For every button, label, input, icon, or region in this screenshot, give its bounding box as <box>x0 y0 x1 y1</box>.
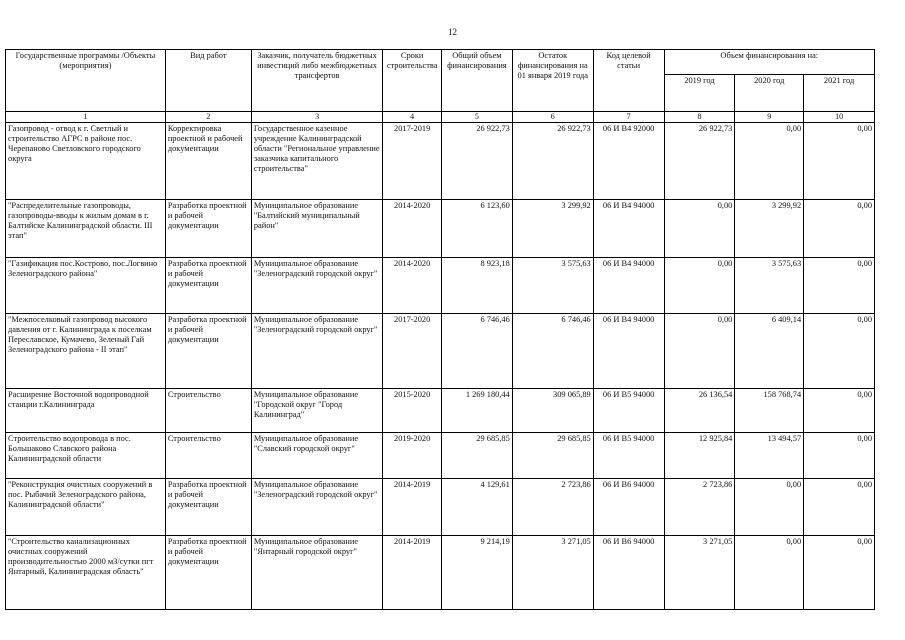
table-row <box>6 432 875 478</box>
header-2021: 2021 год <box>804 75 875 112</box>
cell-2021: 0,00 <box>804 257 875 313</box>
column-number: 6 <box>512 112 593 123</box>
table-row <box>6 388 875 432</box>
cell-total: 29 685,85 <box>441 432 512 478</box>
cell-customer: Муниципальное образование "Зеленоградский городской округ" <box>251 478 383 535</box>
column-number: 5 <box>441 112 512 123</box>
table-row <box>6 122 875 199</box>
cell-code: 06 И В5 94000 <box>593 388 664 432</box>
cell-code: 06 И В4 94000 <box>593 199 664 257</box>
column-number: 4 <box>383 112 442 123</box>
cell-remainder: 3 271,05 <box>512 535 593 609</box>
cell-total: 6 123,60 <box>441 199 512 257</box>
cell-code: 06 И В4 94000 <box>593 257 664 313</box>
cell-2019: 0,00 <box>664 313 735 388</box>
cell-customer: Муниципальное образование "Зеленоградский городской округ" <box>251 313 383 388</box>
header-code: Код целевой статьи <box>593 50 664 112</box>
column-number: 10 <box>804 112 875 123</box>
cell-work-type: Строительство <box>165 432 251 478</box>
table-row <box>6 535 875 609</box>
cell-2020: 13 494,57 <box>735 432 804 478</box>
cell-2019: 12 925,84 <box>664 432 735 478</box>
column-number: 9 <box>735 112 804 123</box>
header-work-type: Вид работ <box>165 50 251 112</box>
header-customer: Заказчик, получатель бюджетных инвестиций либо межбюджетных трансфертов <box>251 50 383 112</box>
cell-total: 8 923,18 <box>441 257 512 313</box>
cell-2019: 0,00 <box>664 199 735 257</box>
cell-program: Строительство водопровода в пос. Большаково Славского района Калининградской области <box>6 432 166 478</box>
header-2020: 2020 год <box>735 75 804 112</box>
cell-customer: Государственное казенное учреждение Калининградской области "Региональное управление заказчика капитального строительства" <box>251 122 383 199</box>
cell-2020: 0,00 <box>735 535 804 609</box>
cell-customer: Муниципальное образование "Балтийский муниципальный район" <box>251 199 383 257</box>
cell-2020: 0,00 <box>735 122 804 199</box>
cell-code: 06 И В6 94000 <box>593 478 664 535</box>
cell-remainder: 309 065,89 <box>512 388 593 432</box>
cell-term: 2014-2020 <box>383 257 442 313</box>
cell-work-type: Разработка проектной и рабочей документации <box>165 478 251 535</box>
cell-customer: Муниципальное образование "Янтарный городской округ" <box>251 535 383 609</box>
cell-2021: 0,00 <box>804 432 875 478</box>
cell-2020: 0,00 <box>735 478 804 535</box>
cell-term: 2014-2019 <box>383 478 442 535</box>
cell-code: 06 И В4 92000 <box>593 122 664 199</box>
cell-2020: 3 575,63 <box>735 257 804 313</box>
cell-2019: 0,00 <box>664 257 735 313</box>
cell-work-type: Разработка проектной и рабочей документации <box>165 313 251 388</box>
table-row <box>6 313 875 388</box>
header-program: Государственные программы /Объекты (мероприятия) <box>6 50 166 112</box>
cell-program: "Строительство канализационных очистных сооружений производительностью 2000 м3/сутки пгт Янтарный, Калининградская область" <box>6 535 166 609</box>
column-number: 8 <box>664 112 735 123</box>
cell-work-type: Корректировка проектной и рабочей документации <box>165 122 251 199</box>
cell-2020: 158 768,74 <box>735 388 804 432</box>
cell-total: 9 214,19 <box>441 535 512 609</box>
header-total: Общий объем финансирования <box>441 50 512 112</box>
cell-program: "Межпоселковый газопровод высокого давления от г. Калининграда к поселкам Переславское, Кумачево, Зеленый Гай Зеленоградского района - II этап" <box>6 313 166 388</box>
cell-2019: 3 271,05 <box>664 535 735 609</box>
table-row <box>6 199 875 257</box>
column-number: 1 <box>6 112 166 123</box>
cell-customer: Муниципальное образование "Славский городской округ" <box>251 432 383 478</box>
cell-2021: 0,00 <box>804 388 875 432</box>
header-funding: Объем финансирования на: <box>664 50 874 75</box>
cell-remainder: 6 746,46 <box>512 313 593 388</box>
header-2019: 2019 год <box>664 75 735 112</box>
cell-term: 2014-2020 <box>383 199 442 257</box>
cell-remainder: 26 922,73 <box>512 122 593 199</box>
cell-2021: 0,00 <box>804 478 875 535</box>
cell-total: 1 269 180,44 <box>441 388 512 432</box>
cell-remainder: 3 575,63 <box>512 257 593 313</box>
column-number-row <box>6 112 875 123</box>
cell-customer: Муниципальное образование "Зеленоградский городской округ" <box>251 257 383 313</box>
cell-2021: 0,00 <box>804 199 875 257</box>
table-row <box>6 257 875 313</box>
column-number: 3 <box>251 112 383 123</box>
cell-2019: 26 922,73 <box>664 122 735 199</box>
cell-2019: 2 723,86 <box>664 478 735 535</box>
cell-term: 2015-2020 <box>383 388 442 432</box>
cell-2019: 26 136,54 <box>664 388 735 432</box>
column-number: 2 <box>165 112 251 123</box>
page-number: 12 <box>448 27 457 37</box>
cell-total: 6 746,46 <box>441 313 512 388</box>
header-term: Сроки строительства <box>383 50 442 112</box>
financing-table <box>5 49 875 610</box>
cell-term: 2014-2019 <box>383 535 442 609</box>
cell-2020: 3 299,92 <box>735 199 804 257</box>
cell-work-type: Разработка проектной и рабочей документации <box>165 535 251 609</box>
cell-remainder: 2 723,86 <box>512 478 593 535</box>
cell-remainder: 29 685,85 <box>512 432 593 478</box>
column-number: 7 <box>593 112 664 123</box>
table-row <box>6 478 875 535</box>
cell-customer: Муниципальное образование "Городской округ "Город Калининград" <box>251 388 383 432</box>
cell-term: 2017-2019 <box>383 122 442 199</box>
cell-work-type: Строительство <box>165 388 251 432</box>
cell-code: 06 И В4 94000 <box>593 313 664 388</box>
cell-2020: 6 409,14 <box>735 313 804 388</box>
cell-term: 2019-2020 <box>383 432 442 478</box>
cell-program: "Распределительные газопроводы, газопроводы-вводы к жилым домам в г. Балтийске Калининградской области. III этап" <box>6 199 166 257</box>
cell-2021: 0,00 <box>804 535 875 609</box>
cell-total: 4 129,61 <box>441 478 512 535</box>
cell-work-type: Разработка проектной и рабочей документации <box>165 199 251 257</box>
header-remainder: Остаток финансирования на 01 января 2019 года <box>512 50 593 112</box>
cell-2021: 0,00 <box>804 122 875 199</box>
cell-work-type: Разработка проектной и рабочей документации <box>165 257 251 313</box>
cell-program: Расширение Восточной водопроводной станции г.Калининграда <box>6 388 166 432</box>
cell-program: "Реконструкция очистных сооружений в пос. Рыбачий Зеленоградского района, Калининградской области" <box>6 478 166 535</box>
cell-term: 2017-2020 <box>383 313 442 388</box>
cell-total: 26 922,73 <box>441 122 512 199</box>
cell-remainder: 3 299,92 <box>512 199 593 257</box>
cell-code: 06 И В6 94000 <box>593 535 664 609</box>
cell-program: "Газификация пос.Кострово, пос.Логвино Зеленоградского района" <box>6 257 166 313</box>
cell-2021: 0,00 <box>804 313 875 388</box>
cell-program: Газопровод - отвод к г. Светлый и строительство АГРС в районе пос. Черепаново Светловского городского округа <box>6 122 166 199</box>
cell-code: 06 И В5 94000 <box>593 432 664 478</box>
